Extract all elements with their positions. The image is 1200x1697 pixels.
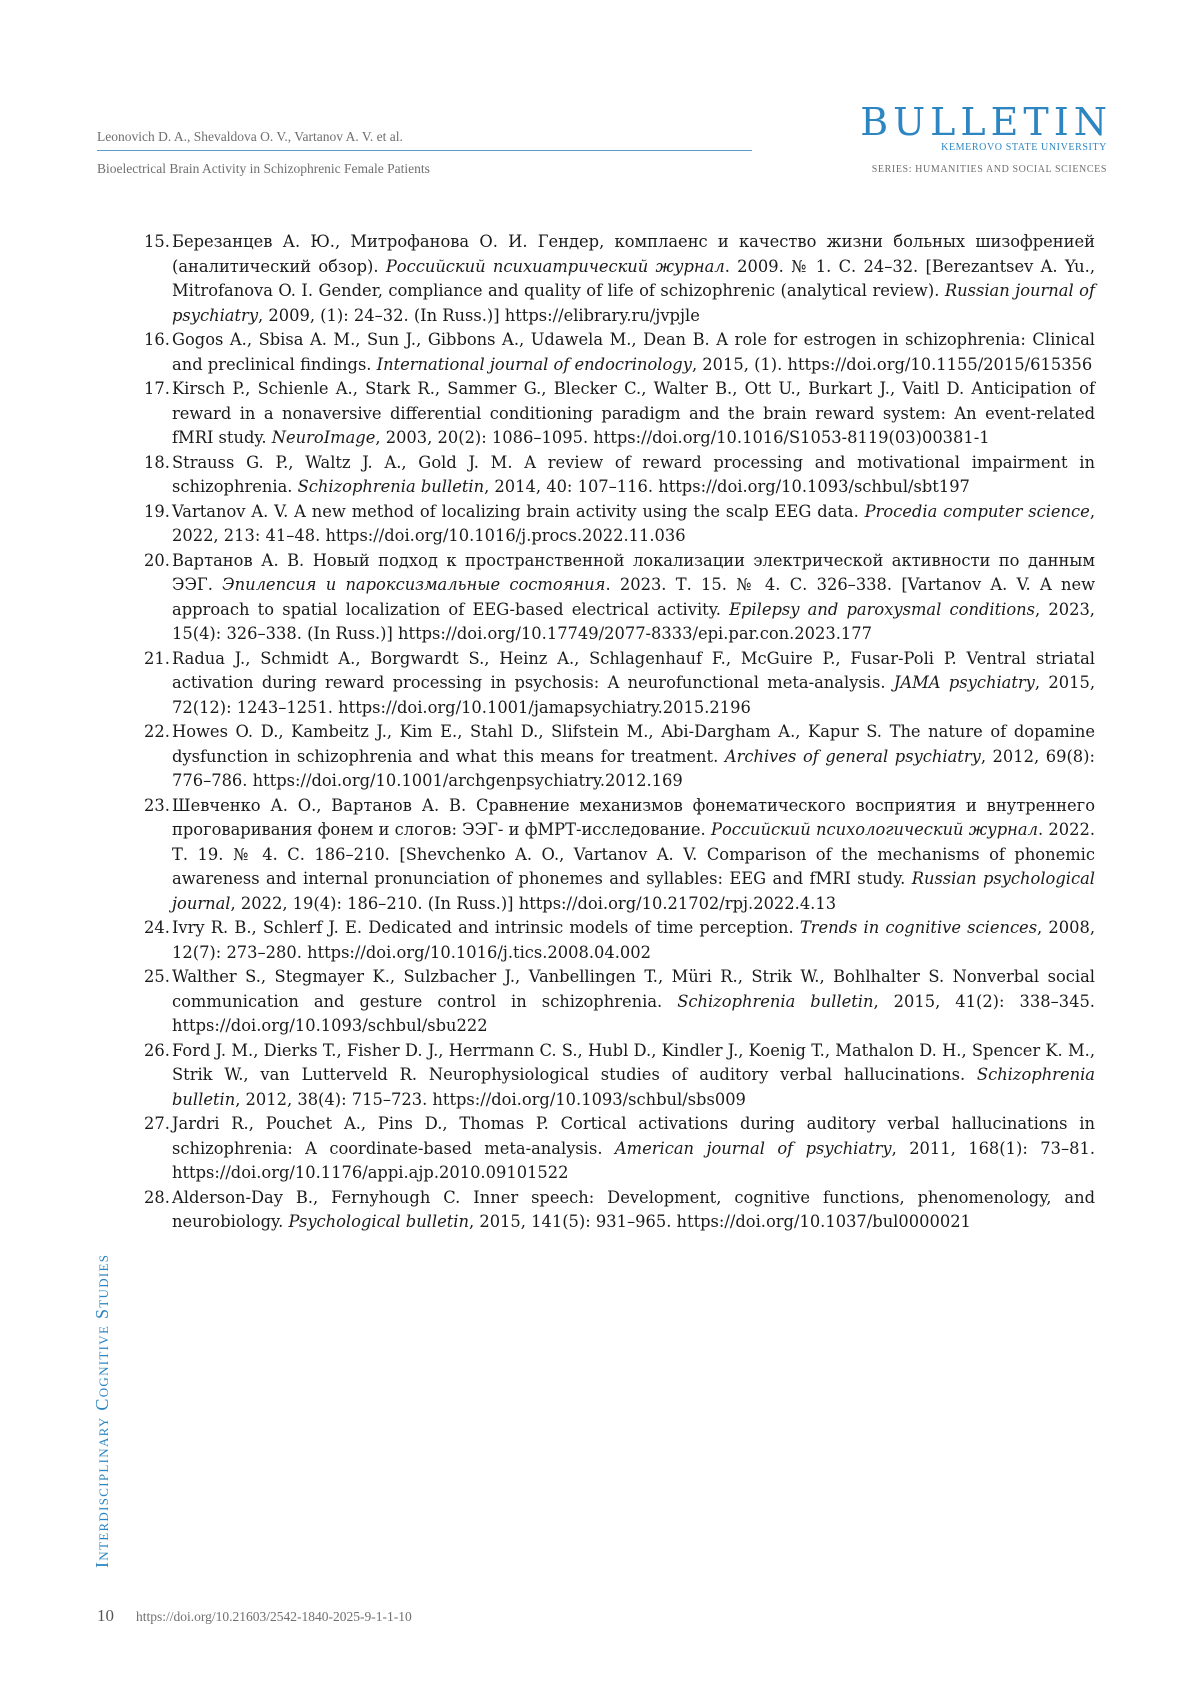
- reference-number: 22.: [144, 722, 170, 741]
- reference-segment: Kirsch P., Schienle A., Stark R., Sammer G., Blecker C., Walter B., Ott U., Burkart J., Vaitl D. Anticipation of reward in a nonaversive differential conditioning paradigm and the brain reward system: An event-related fMRI study.: [172, 379, 1095, 447]
- reference-text: [172, 1188, 1095, 1232]
- reference-segment: Radua J., Schmidt A., Borgwardt S., Heinz A., Schlagenhauf F., McGuire P., Fusar-Poli P. Ventral striatal activation during reward processing in psychosis: A neurofunctional meta-analysis.: [172, 648, 1095, 692]
- header-article-title: Bioelectrical Brain Activity in Schizophrenic Female Patients: [97, 161, 430, 176]
- reference-text: [172, 967, 1095, 1035]
- reference-source-title: Psychological bulletin: [288, 1212, 469, 1231]
- reference-source-title: Trends in cognitive sciences: [799, 918, 1038, 937]
- reference-segment: , 2012, 69(8): 776–786. https://doi.org/10.1001/archgenpsychiatry.2012.169: [172, 746, 1096, 790]
- reference-number: 16.: [144, 330, 170, 349]
- reference-segment: Березанцев А. Ю., Митрофанова О. И. Гендер, комплаенс и качество жизни больных шизофренией (аналитический обзор).: [172, 232, 1095, 276]
- reference-item: [144, 794, 1095, 917]
- reference-number: 24.: [144, 918, 170, 937]
- header-authors: Leonovich D. A., Shevaldova O. V., Vartanov A. V. et al.: [97, 128, 752, 151]
- reference-item: [144, 1039, 1095, 1113]
- reference-segment: , 2015, 141(5): 931–965. https://doi.org/10.1037/bul0000021: [468, 1212, 971, 1231]
- journal-logo-title: BULLETIN: [860, 100, 1112, 144]
- reference-segment: Вартанов А. В. Новый подход к пространственной локализации электрической активности по данным ЭЭГ.: [172, 550, 1095, 594]
- footer-doi-link[interactable]: https://doi.org/10.21603/2542-1840-2025-9-1-1-10: [136, 1609, 412, 1624]
- reference-item: [144, 549, 1095, 647]
- reference-source-title: Schizophrenia bulletin: [677, 991, 874, 1011]
- reference-source-title: Epilepsy and paroxysmal conditions: [729, 599, 1035, 619]
- reference-segment: , 2011, 168(1): 73–81. https://doi.org/10.1176/appi.ajp.2010.09101522: [172, 1138, 1095, 1182]
- reference-source-title: Archives of general psychiatry: [724, 746, 981, 766]
- reference-item: [144, 377, 1095, 451]
- reference-source-title: Schizophrenia bulletin: [297, 477, 485, 496]
- reference-segment: Howes O. D., Kambeitz J., Kim E., Stahl D., Slifstein M., Abi-Dargham A., Kapur S. The nature of dopamine dysfunction in schizophrenia and what this means for treatment.: [172, 722, 1095, 766]
- reference-text: [172, 649, 1095, 717]
- reference-item: [144, 916, 1095, 965]
- reference-segment: . 2022. Т. 19. № 4. С. 186–210. [Shevchenko A. O., Vartanov A. V. Comparison of the mechanisms of phonemic awareness and internal pronunciation of phonemes and syllables: EEG and fMRI study.: [172, 820, 1095, 888]
- reference-item: [144, 451, 1095, 500]
- reference-source-title: Российский психологический журнал: [710, 820, 1038, 839]
- side-journal-label: Interdisciplinary Cognitive Studies: [92, 1253, 112, 1568]
- reference-segment: , 2022, 213: 41–48. https://doi.org/10.1016/j.procs.2022.11.036: [172, 501, 1095, 545]
- reference-number: 15.: [144, 232, 170, 251]
- reference-source-title: Эпилепсия и пароксизмальные состояния: [222, 575, 606, 594]
- reference-text: [172, 502, 1095, 546]
- reference-number: 26.: [144, 1040, 170, 1060]
- reference-number: 19.: [144, 501, 170, 521]
- journal-logo-subtitle: KEMEROVO STATE UNIVERSITY: [941, 142, 1107, 153]
- reference-segment: Jardri R., Pouchet A., Pins D., Thomas P. Cortical activations during auditory verbal hallucinations in schizophrenia: A coordinate-based meta-analysis.: [172, 1114, 1095, 1158]
- reference-item: [144, 230, 1095, 328]
- reference-source-title: JAMA psychiatry: [893, 673, 1035, 692]
- reference-text: [172, 918, 1095, 962]
- reference-item: [144, 720, 1095, 794]
- reference-number: 20.: [144, 550, 170, 570]
- reference-segment: , 2003, 20(2): 1086–1095. https://doi.org/10.1016/S1053-8119(03)00381-1: [375, 428, 990, 447]
- page-number: 10: [97, 1606, 114, 1625]
- reference-segment: Gogos A., Sbisa A. M., Sun J., Gibbons A., Udawela M., Dean B. A role for estrogen in schizophrenia: Clinical and preclinical findings.: [172, 330, 1095, 374]
- reference-item: [144, 647, 1095, 721]
- reference-number: 21.: [144, 648, 170, 668]
- reference-item: [144, 500, 1095, 549]
- reference-number: 23.: [144, 795, 170, 815]
- reference-segment: Ivry R. B., Schlerf J. E. Dedicated and intrinsic models of time perception.: [172, 918, 800, 937]
- running-header: [97, 128, 752, 177]
- reference-segment: Strauss G. P., Waltz J. A., Gold J. M. A review of reward processing and motivational impairment in schizophrenia.: [172, 452, 1095, 496]
- journal-series: SERIES: HUMANITIES AND SOCIAL SCIENCES: [871, 164, 1107, 175]
- reference-source-title: Schizophrenia bulletin: [172, 1065, 1095, 1109]
- reference-item: [144, 965, 1095, 1039]
- reference-item: [144, 328, 1095, 377]
- reference-segment: Walther S., Stegmayer K., Sulzbacher J., Vanbellingen T., Müri R., Strik W., Bohlhalter S. Nonverbal social communication and gesture control in schizophrenia.: [172, 967, 1095, 1011]
- reference-text: [172, 453, 1095, 497]
- reference-source-title: International journal of endocrinology: [376, 354, 692, 374]
- reference-list: [144, 230, 1095, 1235]
- reference-source-title: Russian journal of psychiatry: [172, 281, 1095, 325]
- reference-source-title: American journal of psychiatry: [614, 1138, 892, 1158]
- reference-segment: , 2015, 41(2): 338–345. https://doi.org/10.1093/schbul/sbu222: [172, 991, 1095, 1035]
- reference-segment: Ford J. M., Dierks T., Fisher D. J., Herrmann C. S., Hubl D., Kindler J., Koenig T., Mathalon D. H., Spencer K. M., Strik W., van Lutterveld R. Neurophysiological studies of auditory verbal hallucinations.: [172, 1040, 1095, 1084]
- reference-segment: Vartanov A. V. A new method of localizing brain activity using the scalp EEG data.: [172, 501, 865, 521]
- page-footer: [97, 1606, 412, 1626]
- reference-segment: . 2009. № 1. С. 24–32. [Berezantsev A. Yu., Mitrofanova O. I. Gender, compliance and quality of life of schizophrenic (analytical review).: [172, 256, 1095, 300]
- reference-text: [172, 232, 1095, 325]
- reference-text: [172, 379, 1095, 447]
- reference-number: 27.: [144, 1114, 170, 1133]
- reference-source-title: Procedia computer science: [864, 501, 1090, 521]
- reference-text: [172, 1114, 1095, 1182]
- reference-source-title: NeuroImage: [271, 428, 376, 447]
- reference-item: [144, 1186, 1095, 1235]
- reference-number: 17.: [144, 379, 170, 398]
- reference-source-title: Russian psychological journal: [172, 869, 1095, 913]
- reference-text: [172, 1041, 1095, 1109]
- reference-item: [144, 1112, 1095, 1186]
- reference-segment: , 2015, 72(12): 1243–1251. https://doi.org/10.1001/jamapsychiatry.2015.2196: [172, 673, 1096, 717]
- reference-source-title: Российский психиатрический журнал: [385, 256, 725, 276]
- reference-segment: , 2015, (1). https://doi.org/10.1155/2015/615356: [691, 354, 1093, 374]
- reference-segment: , 2012, 38(4): 715–723. https://doi.org/10.1093/schbul/sbs009: [235, 1089, 746, 1109]
- reference-text: [172, 330, 1095, 374]
- reference-segment: Шевченко А. О., Вартанов А. В. Сравнение механизмов фонематического восприятия и внутреннего проговаривания фонем и слогов: ЭЭГ- и фМРТ-исследование.: [172, 795, 1095, 839]
- journal-logo: [860, 100, 1112, 175]
- reference-segment: . 2023. Т. 15. № 4. С. 326–338. [Vartanov A. V. A new approach to spatial localization of EEG-based electrical activity.: [172, 575, 1096, 619]
- reference-text: [172, 551, 1095, 644]
- reference-text: [172, 796, 1095, 913]
- reference-text: [172, 722, 1095, 790]
- reference-segment: Alderson-Day B., Fernyhough C. Inner speech: Development, cognitive functions, phenomenology, and neurobiology.: [172, 1187, 1095, 1231]
- reference-number: 25.: [144, 967, 170, 986]
- reference-number: 18.: [144, 452, 170, 472]
- reference-segment: , 2009, (1): 24–32. (In Russ.)] https://elibrary.ru/jvpjle: [258, 305, 700, 325]
- reference-number: 28.: [144, 1187, 170, 1207]
- reference-segment: , 2023, 15(4): 326–338. (In Russ.)] https://doi.org/10.17749/2077-8333/epi.par.con.2023.177: [172, 599, 1095, 643]
- reference-segment: , 2022, 19(4): 186–210. (In Russ.)] https://doi.org/10.21702/rpj.2022.4.13: [230, 893, 837, 913]
- reference-segment: , 2014, 40: 107–116. https://doi.org/10.1093/schbul/sbt197: [484, 477, 970, 496]
- reference-segment: , 2008, 12(7): 273–280. https://doi.org/10.1016/j.tics.2008.04.002: [172, 918, 1095, 962]
